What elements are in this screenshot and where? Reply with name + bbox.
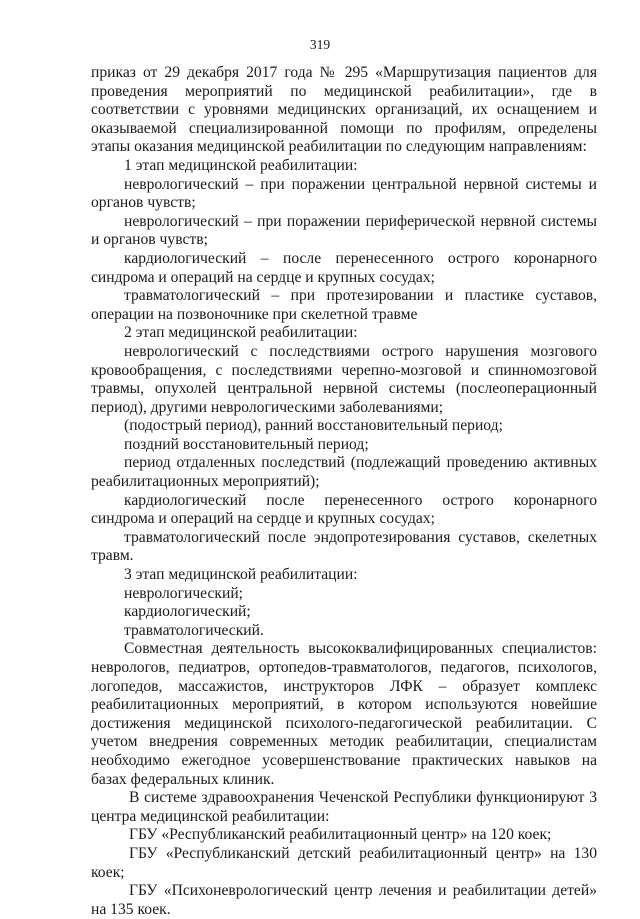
paragraph: ГБУ «Психоневрологический центр лечения и реабилитации детей» на 135 коек. [91,882,597,918]
paragraph: кардиологический после перенесенного острого коронарного синдрома и операций на сердце и крупных сосудах; [91,491,597,528]
paragraph: поздний восстановительный период; [124,435,369,453]
paragraph: неврологический – при поражении центральной нервной системы и органов чувств; [91,175,597,212]
paragraph: приказ от 29 декабря 2017 года № 295 «Маршрутизация пациентов для проведения мероприятий по медицинской реабилитации», где в соответствии с уровнями медицинских организаций, их оснащением и оказываемой специализированной помощи по профилям, определены этапы оказания медицинской реабилитации по следующим направлениям: [91,64,597,156]
paragraph: 1 этап медицинской реабилитации: [124,156,358,174]
document-body [91,64,597,919]
paragraph: неврологический; [124,584,244,602]
paragraph: кардиологический – после перенесенного острого коронарного синдрома и операций на сердце и крупных сосудах; [91,249,597,286]
paragraph: 2 этап медицинской реабилитации: [124,324,358,342]
paragraph: В системе здравоохранения Чеченской Республики функционируют 3 центра медицинской реабилитации: [91,789,597,825]
paragraph: травматологический – при протезировании и пластике суставов, операции на позвоночнике при скелетной травме [91,287,597,323]
paragraph: травматологический. [124,621,264,639]
paragraph: период отдаленных последствий (подлежащий проведению активных реабилитационных мероприятий); [91,454,597,491]
paragraph: ГБУ «Республиканский детский реабилитационный центр» на 130 коек; [91,844,597,881]
paragraph: ГБУ «Республиканский реабилитационный центр» на 120 коек; [129,826,552,844]
paragraph: травматологический после эндопротезирования суставов, скелетных травм. [91,528,597,565]
paragraph: 3 этап медицинской реабилитации: [124,566,358,584]
paragraph: кардиологический; [124,603,251,621]
paragraph: Совместная деятельность высококвалифицированных специалистов: неврологов, педиатров, ортопедов-травматологов, педагогов, психологов, логопедов, массажистов, инструкторов ЛФК – образует комплекс реабилитационных мероприятий, в котором используются новейшие достижения медицинской психолого-педагогической реабилитации. С учетом внедрения современных методик реабилитации, специалистам необходимо ежегодное усовершенствование практических навыков на базах федеральных клиник. [91,640,597,788]
paragraph: неврологический с последствиями острого нарушения мозгового кровообращения, с последствиями черепно-мозговой и спинномозговой травмы, опухолей центральной нервной системы (послеоперационный период), другими неврологическими заболеваниями; [91,342,597,416]
page-number: 319 [309,37,331,52]
paragraph: (подострый период), ранний восстановительный период; [124,417,503,435]
paragraph: неврологический – при поражении периферической нервной системы и органов чувств; [91,212,597,249]
